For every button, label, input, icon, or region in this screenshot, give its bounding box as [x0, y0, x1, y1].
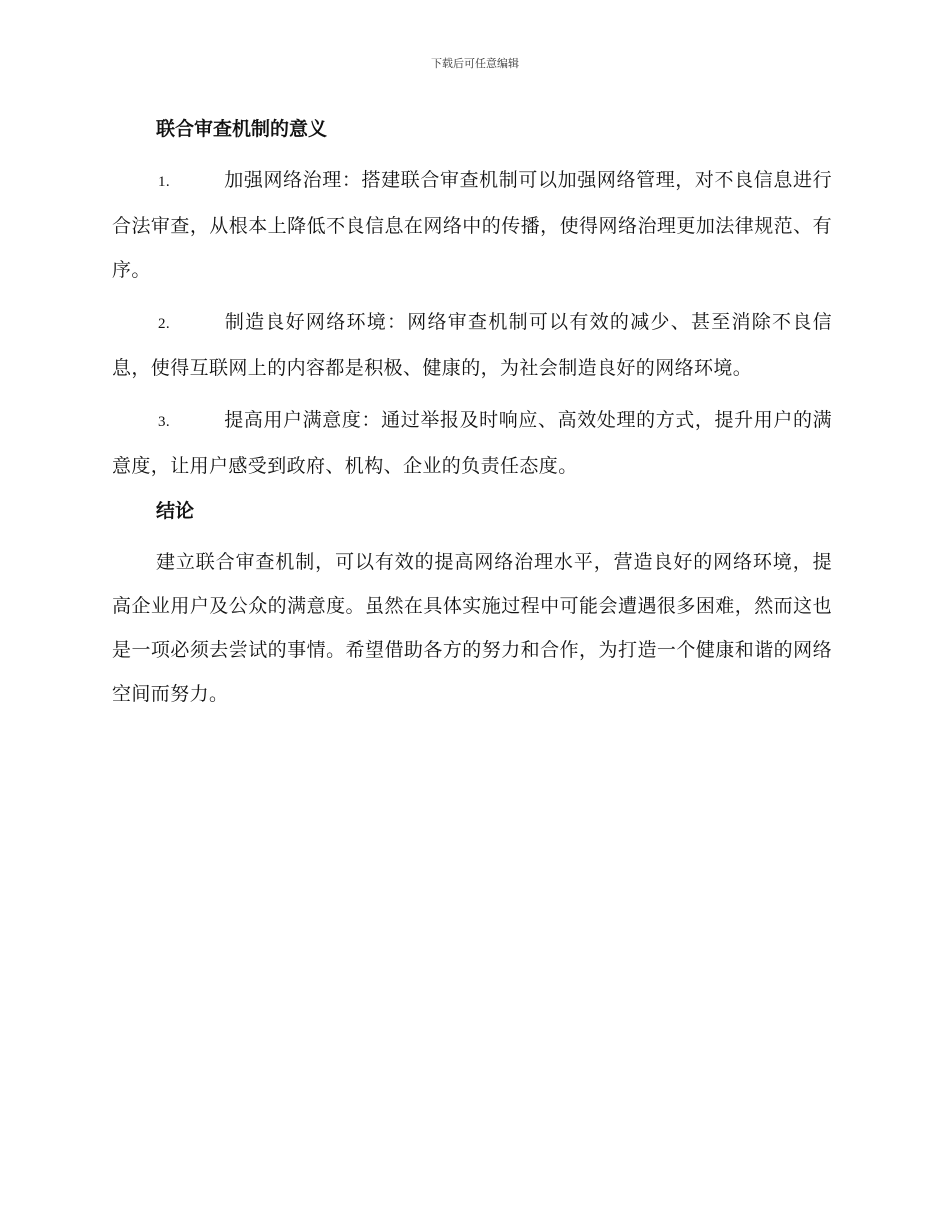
list-item-text: 提高用户满意度：通过举报及时响应、高效处理的方式，提升用户的满意度，让用户感受到政府、机构、企业的负责任态度。 — [112, 409, 832, 477]
list-number: 1. — [158, 174, 171, 190]
list-item-1 — [112, 158, 832, 292]
list-number: 3. — [158, 414, 171, 430]
list-number: 2. — [158, 316, 171, 332]
page-header: 下载后可任意编辑 — [431, 57, 519, 70]
section-heading-significance: 联合审查机制的意义 — [156, 118, 328, 140]
document-body — [112, 114, 832, 724]
list-item-text: 制造良好网络环境：网络审查机制可以有效的减少、甚至消除不良信息，使得互联网上的内容都是积极、健康的，为社会制造良好的网络环境。 — [112, 311, 832, 379]
list-item-text: 加强网络治理：搭建联合审查机制可以加强网络管理，对不良信息进行合法审查，从根本上降低不良信息在网络中的传播，使得网络治理更加法律规范、有序。 — [112, 169, 832, 281]
section-heading-conclusion: 结论 — [156, 500, 195, 522]
list-item-3 — [112, 398, 832, 488]
list-item-2 — [112, 300, 832, 390]
conclusion-paragraph: 建立联合审查机制，可以有效的提高网络治理水平，营造良好的网络环境，提高企业用户及公众的满意度。虽然在具体实施过程中可能会遭遇很多困难，然而这也是一项必须去尝试的事情。希望借助各方的努力和合作，为打造一个健康和谐的网络空间而努力。 — [112, 551, 832, 705]
